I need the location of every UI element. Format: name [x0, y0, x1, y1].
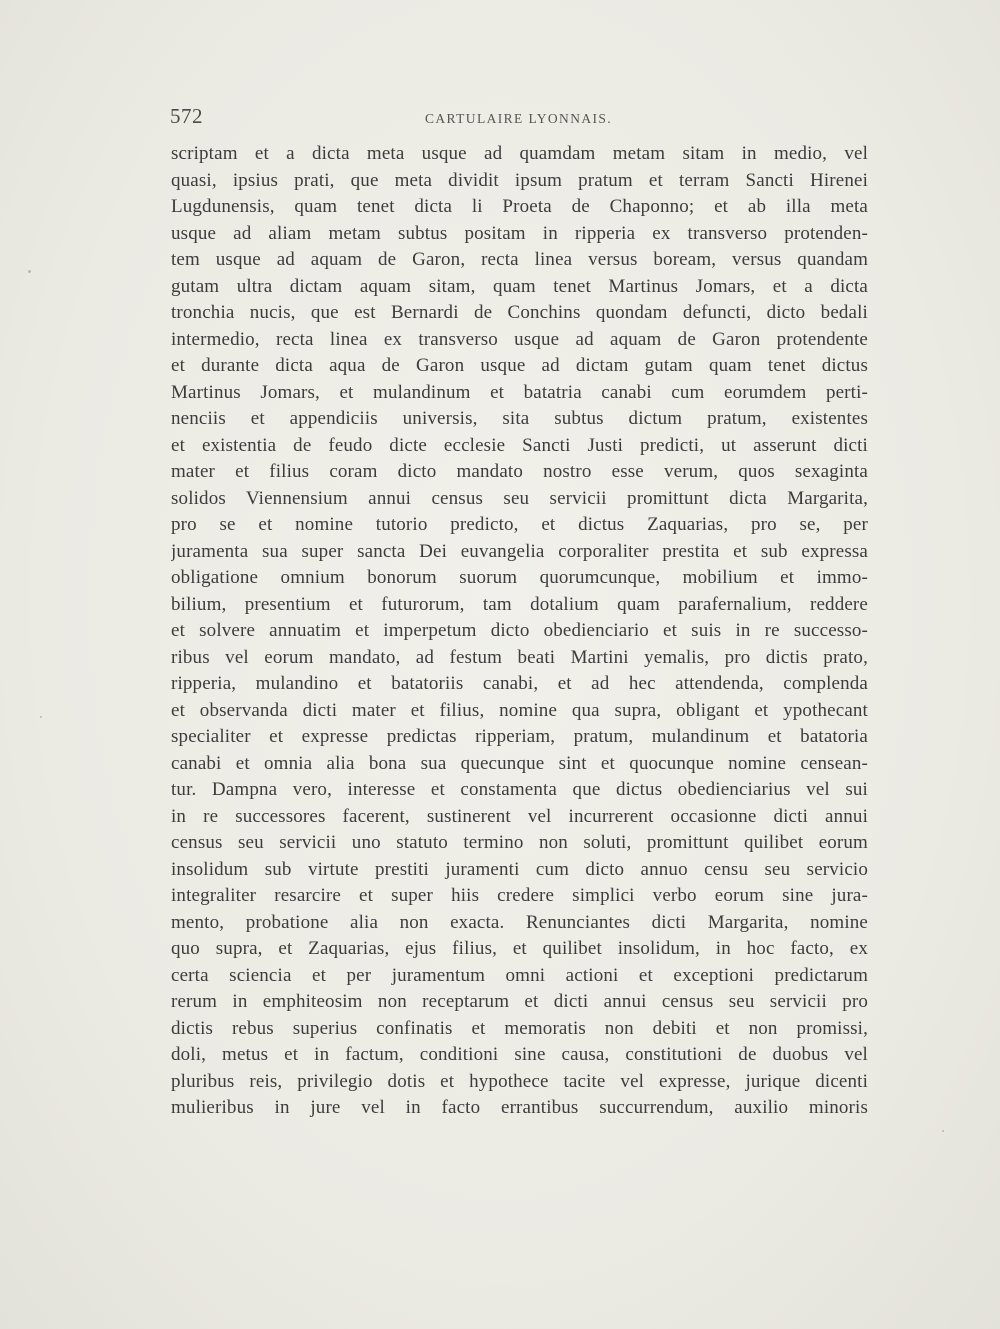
text-line: et durante dicta aqua de Garon usque ad dictam gutam quam tenet dictus [171, 355, 868, 376]
text-line: usque ad aliam metam subtus positam in ripperia ex transverso protenden- [171, 222, 868, 244]
text-line: obligatione omnium bonorum suorum quorumcunque, mobilium et immo- [171, 567, 868, 588]
text-line: intermedio, recta linea ex transverso usque ad aquam de Garon protendente [171, 328, 868, 350]
text-line: quo supra, et Zaquarias, ejus filius, et quilibet insolidum, in hoc facto, ex [171, 938, 868, 959]
text-line: scriptam et a dicta meta usque ad quamdam metam sitam in medio, vel [171, 143, 868, 164]
text-line: mento, probatione alia non exacta. Renunciantes dicti Margarita, nomine [171, 911, 868, 933]
body-text [171, 141, 868, 1122]
text-line: quasi, ipsius prati, que meta dividit ipsum pratum et terram Sancti Hirenei [171, 169, 868, 191]
text-line: mulieribus in jure vel in facto errantibus succurrendum, auxilio minoris [171, 1097, 868, 1118]
text-line: tur. Dampna vero, interesse et constamenta que dictus obedienciarius vel sui [171, 779, 868, 800]
text-line: gutam ultra dictam aquam sitam, quam tenet Martinus Jomars, et a dicta [171, 275, 868, 297]
text-line: pluribus reis, privilegio dotis et hypothece tacite vel expresse, jurique dicenti [171, 1070, 868, 1092]
text-line: nenciis et appendiciis universis, sita subtus dictum pratum, existentes [171, 408, 868, 429]
text-line: bilium, presentium et futurorum, tam dotalium quam parafernalium, reddere [171, 593, 868, 615]
page-header [170, 104, 870, 134]
text-line: tronchia nucis, que est Bernardi de Conchins quondam defuncti, dicto bedali [171, 302, 868, 323]
text-line: et existentia de feudo dicte ecclesie Sancti Justi predicti, ut asserunt dicti [171, 434, 868, 456]
page-number: 572 [170, 104, 203, 128]
paper-speck [942, 1130, 944, 1132]
text-line: rerum in emphiteosim non receptarum et dicti annui census seu servicii pro [171, 991, 868, 1012]
text-line: census seu servicii uno statuto termino non soluti, promittunt quilibet eorum [171, 832, 868, 853]
text-line: ripperia, mulandino et batatoriis canabi, et ad hec attendenda, complenda [171, 673, 868, 694]
text-line: dictis rebus superius confinatis et memoratis non debiti et non promissi, [171, 1017, 868, 1039]
text-line: tem usque ad aquam de Garon, recta linea versus boream, versus quandam [171, 249, 868, 270]
text-line: insolidum sub virtute prestiti juramenti cum dicto annuo censu seu servicio [171, 858, 868, 880]
text-line: integraliter resarcire et super hiis credere simplici verbo eorum sine jura- [171, 885, 868, 906]
text-line: canabi et omnia alia bona sua quecunque sint et quocunque nomine censean- [171, 752, 868, 774]
text-line: Martinus Jomars, et mulandinum et batatria canabi cum eorumdem perti- [171, 381, 868, 403]
text-line: specialiter et expresse predictas ripperiam, pratum, mulandinum et batatoria [171, 726, 868, 747]
running-title: CARTULAIRE LYONNAIS. [425, 111, 613, 126]
text-line: in re successores facerent, sustinerent vel incurrerent occasionne dicti annui [171, 805, 868, 827]
paper-speck [40, 716, 42, 718]
paper-speck [28, 270, 31, 273]
text-line: Lugdunensis, quam tenet dicta li Proeta de Chaponno; et ab illa meta [171, 196, 868, 217]
text-line: doli, metus et in factum, conditioni sine causa, constitutioni de duobus vel [171, 1044, 868, 1065]
text-line: pro se et nomine tutorio predicto, et dictus Zaquarias, pro se, per [171, 514, 868, 535]
text-line: mater et filius coram dicto mandato nostro esse verum, quos sexaginta [171, 461, 868, 482]
text-line: ribus vel eorum mandato, ad festum beati Martini yemalis, pro dictis prato, [171, 646, 868, 668]
text-line: et observanda dicti mater et filius, nomine qua supra, obligant et ypothecant [171, 699, 868, 721]
text-line: juramenta sua super sancta Dei euvangelia corporaliter prestita et sub expressa [171, 540, 868, 562]
text-line: et solvere annuatim et imperpetum dicto obedienciario et suis in re successo- [171, 620, 868, 641]
text-line: solidos Viennensium annui census seu servicii promittunt dicta Margarita, [171, 487, 868, 509]
text-line: certa sciencia et per juramentum omni actioni et exceptioni predictarum [171, 964, 868, 986]
